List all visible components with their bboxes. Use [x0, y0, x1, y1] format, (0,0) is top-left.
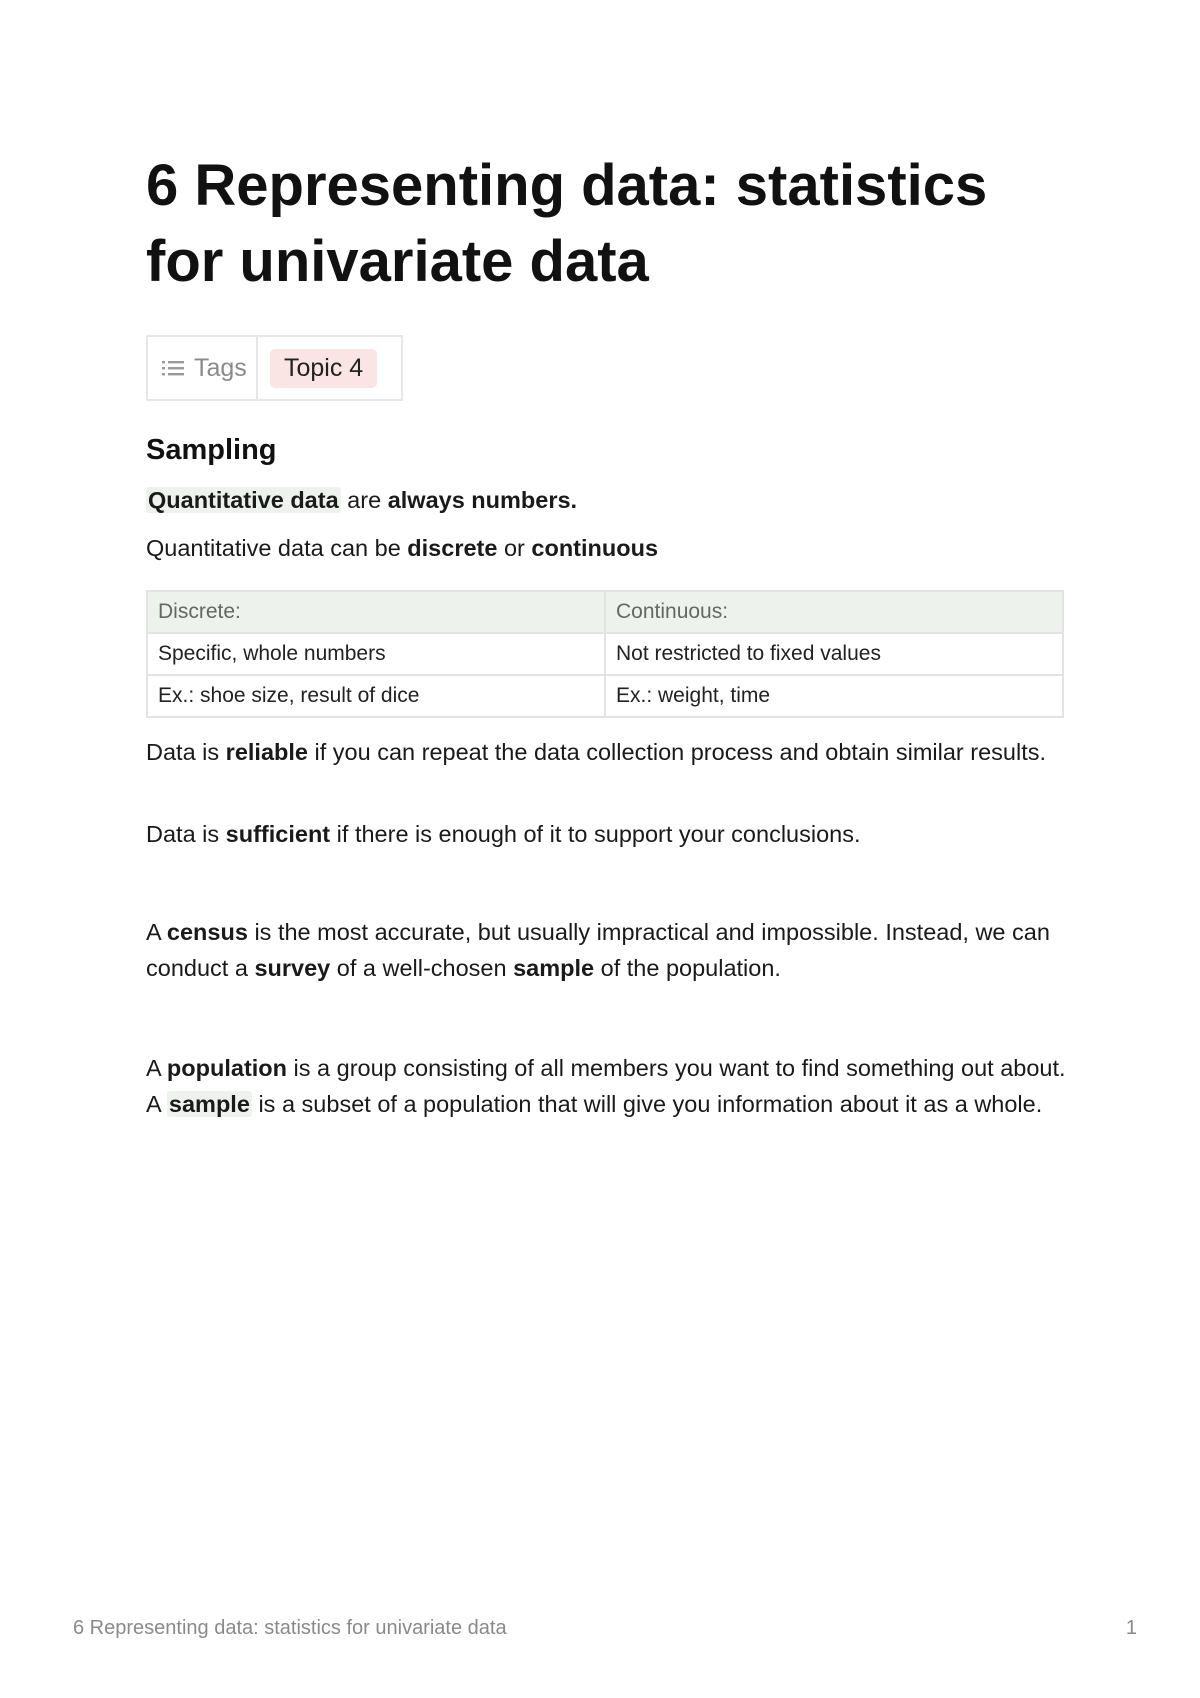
paragraph-discrete-continuous: [146, 530, 1066, 566]
property-key-tags: [148, 337, 258, 399]
section-heading: Sampling: [146, 434, 277, 466]
footer-title: 6 Representing data: statistics for univariate data: [73, 1617, 507, 1639]
bold-text: survey: [254, 955, 331, 981]
highlight-quantitative-data: Quantitative data: [148, 487, 339, 513]
bold-text: reliable: [225, 739, 308, 765]
table-header-row: [147, 591, 1063, 633]
text: are: [340, 487, 388, 513]
text: Data is: [146, 739, 226, 765]
table-row: [147, 633, 1063, 675]
table-cell: Ex.: shoe size, result of dice: [147, 675, 605, 717]
bold-text: continuous: [531, 535, 659, 561]
bold-text: always numbers.: [387, 487, 578, 513]
table-cell: Ex.: weight, time: [605, 675, 1063, 717]
property-key-label: Tags: [194, 353, 247, 382]
table-cell: Specific, whole numbers: [147, 633, 605, 675]
text: of a well-chosen: [330, 955, 514, 981]
bold-text: sample: [513, 955, 595, 981]
table-header-cell: Continuous:: [605, 591, 1063, 633]
text: is a group consisting of all members you want to find something out about. A: [146, 1055, 1066, 1117]
bold-text: sufficient: [225, 821, 331, 847]
tag-badge[interactable]: Topic 4: [270, 349, 377, 388]
bold-text: census: [166, 919, 248, 945]
property-value-tags[interactable]: [258, 337, 401, 399]
text: A: [146, 1055, 167, 1081]
text: if you can repeat the data collection process and obtain similar results.: [307, 739, 1047, 765]
list-icon: [162, 359, 184, 377]
bold-text: discrete: [407, 535, 498, 561]
highlight-sample: sample: [168, 1091, 250, 1117]
text: if there is enough of it to support your conclusions.: [330, 821, 861, 847]
paragraph-population: [146, 1050, 1066, 1122]
bold-text: population: [166, 1055, 288, 1081]
footer-page-number: 1: [1125, 1617, 1137, 1639]
table-header-cell: Discrete:: [147, 591, 605, 633]
paragraph-sufficient: [146, 816, 1066, 852]
text: Quantitative data can be: [146, 535, 408, 561]
page-title: 6 Representing data: statistics for univariate data: [146, 153, 988, 294]
table-row: [147, 675, 1063, 717]
paragraph-quantitative: [146, 482, 1066, 518]
paragraph-reliable: [146, 734, 1066, 770]
properties-table: [146, 335, 403, 401]
paragraph-census: [146, 914, 1066, 986]
data-type-table: [146, 590, 1064, 718]
text: of the population.: [594, 955, 781, 981]
text: is a subset of a population that will give you information about it as a whole.: [251, 1091, 1043, 1117]
text: is the most accurate, but usually impractical and impossible. Instead, we can conduct a: [146, 919, 1050, 981]
text: or: [497, 535, 532, 561]
text: Data is: [146, 821, 226, 847]
text: A: [146, 919, 167, 945]
table-cell: Not restricted to fixed values: [605, 633, 1063, 675]
